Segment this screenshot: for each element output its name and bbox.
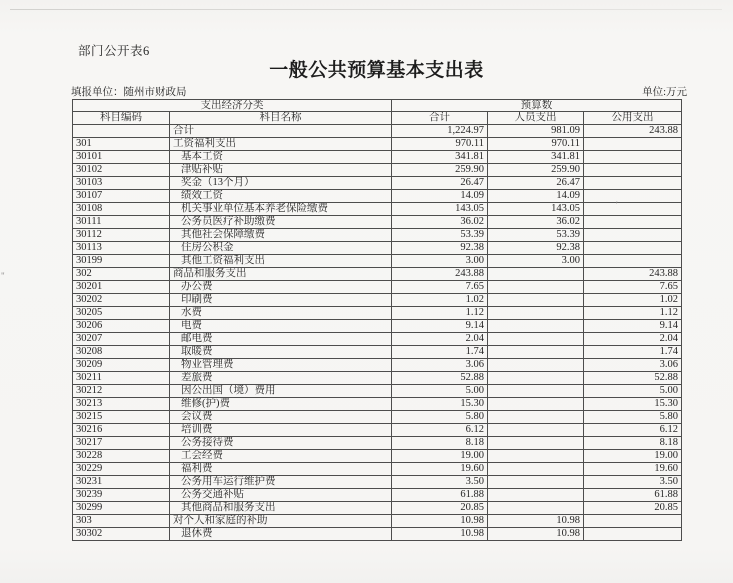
cell-name: 其他商品和服务支出 [170,502,392,515]
cell-public: 5.00 [584,385,682,398]
cell-personnel [488,294,584,307]
cell-public: 52.88 [584,372,682,385]
cell-name: 对个人和家庭的补助 [170,515,392,528]
cell-name: 机关事业单位基本养老保险缴费 [170,203,392,216]
table-row [73,489,682,502]
table-row [73,307,682,320]
table-row [73,229,682,242]
cell-code: 30228 [73,450,170,463]
cell-code [73,125,170,138]
cell-total: 3.50 [392,476,488,489]
table-row [73,281,682,294]
cell-personnel: 341.81 [488,151,584,164]
cell-public: 1.12 [584,307,682,320]
cell-code: 30207 [73,333,170,346]
cell-name: 培训费 [170,424,392,437]
cell-personnel: 92.38 [488,242,584,255]
cell-public [584,200,682,216]
reporting-unit-label: 填报单位：随州市财政局 [71,87,187,98]
cell-personnel [488,476,584,489]
cell-name: 物业管理费 [170,359,392,372]
cell-total: 61.88 [392,489,488,502]
header-expenditure-classification: 支出经济分类 [73,100,392,112]
cell-total: 243.88 [392,268,488,281]
cell-total: 1,224.97 [392,125,488,138]
cell-total: 19.60 [392,463,488,476]
header-subject-name: 科目名称 [170,112,392,125]
cell-name: 印刷费 [170,294,392,307]
cell-code: 30199 [73,255,170,268]
cell-code: 30103 [73,177,170,190]
cell-public: 3.06 [584,359,682,372]
table-row [73,515,682,528]
cell-public: 7.65 [584,281,682,294]
header-group-row [73,100,682,112]
cell-personnel [488,359,584,372]
cell-total: 26.47 [392,177,488,190]
cell-total: 15.30 [392,398,488,411]
cell-personnel [488,463,584,476]
table-row [73,502,682,515]
cell-name: 会议费 [170,411,392,424]
cell-name: 福利费 [170,463,392,476]
cell-total: 5.80 [392,411,488,424]
cell-personnel [488,333,584,346]
scan-artifact-line [10,9,722,10]
cell-public [584,229,682,242]
table-row [73,255,682,268]
cell-public [584,177,682,190]
cell-code: 30211 [73,372,170,385]
cell-code: 30113 [73,242,170,255]
cell-total: 3.06 [392,359,488,372]
cell-public [584,151,682,164]
cell-public: 3.50 [584,476,682,489]
cell-total: 1.74 [392,346,488,359]
table-row [73,437,682,450]
cell-code: 30213 [73,398,170,411]
header-budget-figures: 预算数 [392,100,682,112]
cell-code: 30212 [73,385,170,398]
cell-name: 办公费 [170,281,392,294]
cell-total: 14.09 [392,190,488,203]
cell-public: 5.80 [584,411,682,424]
cell-personnel: 36.02 [488,216,584,229]
cell-total: 6.12 [392,424,488,437]
cell-total: 3.00 [392,255,488,268]
table-row [73,164,682,177]
cell-public: 243.88 [584,268,682,281]
cell-code: 30216 [73,424,170,437]
cell-code: 30205 [73,307,170,320]
scan-speck: " [1,271,5,281]
cell-personnel [488,346,584,359]
cell-total: 341.81 [392,151,488,164]
table-row [73,190,682,203]
cell-public: 8.18 [584,437,682,450]
cell-code: 30112 [73,229,170,242]
cell-total: 53.39 [392,229,488,242]
cell-total: 5.00 [392,385,488,398]
cell-total: 143.05 [392,203,488,216]
unit-label: 单位:万元 [642,87,687,98]
header-public-expenditure: 公用支出 [584,112,682,125]
cell-code: 30107 [73,190,170,203]
table-row [73,372,682,385]
cell-personnel: 26.47 [488,177,584,190]
table-row [73,177,682,190]
cell-name: 取暖费 [170,346,392,359]
cell-code: 30217 [73,437,170,450]
cell-name: 其他社会保障缴费 [170,229,392,242]
cell-public: 15.30 [584,398,682,411]
cell-total: 2.04 [392,333,488,346]
cell-total: 92.38 [392,242,488,255]
table-row [73,359,682,372]
table-header [73,100,682,125]
cell-code: 302 [73,268,170,281]
cell-code: 303 [73,515,170,528]
table-row [73,424,682,437]
cell-public [584,190,682,203]
cell-personnel [488,502,584,515]
table-body [73,125,682,541]
cell-name: 公务接待费 [170,437,392,450]
cell-name: 公务员医疗补助缴费 [170,216,392,229]
cell-code: 30239 [73,489,170,502]
cell-total: 19.00 [392,450,488,463]
cell-total: 9.14 [392,320,488,333]
cell-name: 邮电费 [170,333,392,346]
cell-name: 商品和服务支出 [170,268,392,281]
table-row [73,138,682,151]
cell-total: 1.02 [392,294,488,307]
cell-public [584,164,682,177]
cell-name: 电费 [170,320,392,333]
table-row [73,242,682,255]
table-row [73,320,682,333]
cell-personnel: 10.98 [488,528,584,541]
cell-total: 10.98 [392,528,488,541]
cell-name: 津贴补贴 [170,164,392,177]
cell-total: 8.18 [392,437,488,450]
cell-public [584,216,682,229]
cell-total: 7.65 [392,281,488,294]
meta-row [71,84,687,99]
cell-total: 52.88 [392,372,488,385]
cell-public: 1.74 [584,346,682,359]
cell-personnel: 259.90 [488,164,584,177]
table-row [73,346,682,359]
cell-public [584,242,682,255]
table-row [73,385,682,398]
cell-name: 公务用车运行维护费 [170,476,392,489]
budget-table [72,99,682,541]
cell-code: 30229 [73,463,170,476]
cell-code: 30206 [73,320,170,333]
header-total: 合计 [392,112,488,125]
cell-name: 退休费 [170,528,392,541]
cell-name: 住房公积金 [170,242,392,255]
table-row [73,476,682,489]
cell-name: 工会经费 [170,450,392,463]
cell-public: 243.88 [584,125,682,138]
cell-total: 10.98 [392,515,488,528]
header-columns-row [73,112,682,125]
cell-total: 20.85 [392,502,488,515]
cell-personnel [488,385,584,398]
cell-code: 30102 [73,164,170,177]
table-row [73,125,682,138]
cell-personnel [488,268,584,281]
cell-code: 30101 [73,151,170,164]
cell-code: 30231 [73,476,170,489]
cell-personnel [488,320,584,333]
cell-public: 1.02 [584,294,682,307]
table-row [73,151,682,164]
table-row [73,411,682,424]
form-number-label: 部门公开表6 [78,44,150,58]
cell-personnel: 3.00 [488,255,584,268]
cell-code: 30108 [73,203,170,216]
table-row [73,463,682,476]
scan-speck: ' [616,200,618,210]
table-row [73,294,682,307]
cell-name: 因公出国（境）费用 [170,385,392,398]
cell-name: 维修(护)费 [170,398,392,411]
header-personnel-expenditure: 人员支出 [488,112,584,125]
cell-personnel: 981.09 [488,125,584,138]
cell-personnel [488,307,584,320]
header-subject-code: 科目编码 [73,112,170,125]
cell-personnel [488,411,584,424]
cell-code: 30201 [73,281,170,294]
cell-name: 工资福利支出 [170,138,392,151]
cell-public: 61.88 [584,489,682,502]
cell-public: 20.85 [584,502,682,515]
table-row [73,333,682,346]
cell-name: 水费 [170,307,392,320]
cell-code: 30208 [73,346,170,359]
cell-public: 6.12 [584,424,682,437]
cell-personnel: 143.05 [488,203,584,216]
cell-code: 30299 [73,502,170,515]
cell-personnel [488,372,584,385]
cell-personnel: 53.39 [488,229,584,242]
cell-personnel [488,489,584,502]
cell-personnel [488,281,584,294]
cell-code: 301 [73,138,170,151]
cell-code: 30302 [73,528,170,541]
cell-name: 基本工资 [170,151,392,164]
cell-personnel [488,398,584,411]
cell-total: 259.90 [392,164,488,177]
cell-name: 绩效工资 [170,190,392,203]
cell-code: 30202 [73,294,170,307]
cell-personnel [488,424,584,437]
cell-public: 2.04 [584,333,682,346]
cell-personnel: 970.11 [488,138,584,151]
cell-personnel [488,450,584,463]
cell-public [584,255,682,268]
cell-name: 公务交通补贴 [170,489,392,502]
cell-public: 9.14 [584,320,682,333]
cell-personnel: 14.09 [488,190,584,203]
cell-personnel: 10.98 [488,515,584,528]
table-row [73,268,682,281]
table-row [73,203,682,216]
cell-public [584,138,682,151]
cell-total: 970.11 [392,138,488,151]
cell-name: 合计 [170,125,392,138]
cell-total: 36.02 [392,216,488,229]
cell-name: 其他工资福利支出 [170,255,392,268]
cell-public: 19.60 [584,463,682,476]
cell-code: 30209 [73,359,170,372]
table-row [73,216,682,229]
cell-code: 30111 [73,216,170,229]
table-row [73,398,682,411]
cell-name: 奖金（13个月） [170,177,392,190]
cell-total: 1.12 [392,307,488,320]
cell-code: 30215 [73,411,170,424]
cell-public [584,515,682,528]
cell-public: 19.00 [584,450,682,463]
page-title: 一般公共预算基本支出表 [269,60,484,81]
table-row [73,528,682,541]
table-row [73,450,682,463]
cell-personnel [488,437,584,450]
cell-name: 差旅费 [170,372,392,385]
cell-public [584,528,682,541]
